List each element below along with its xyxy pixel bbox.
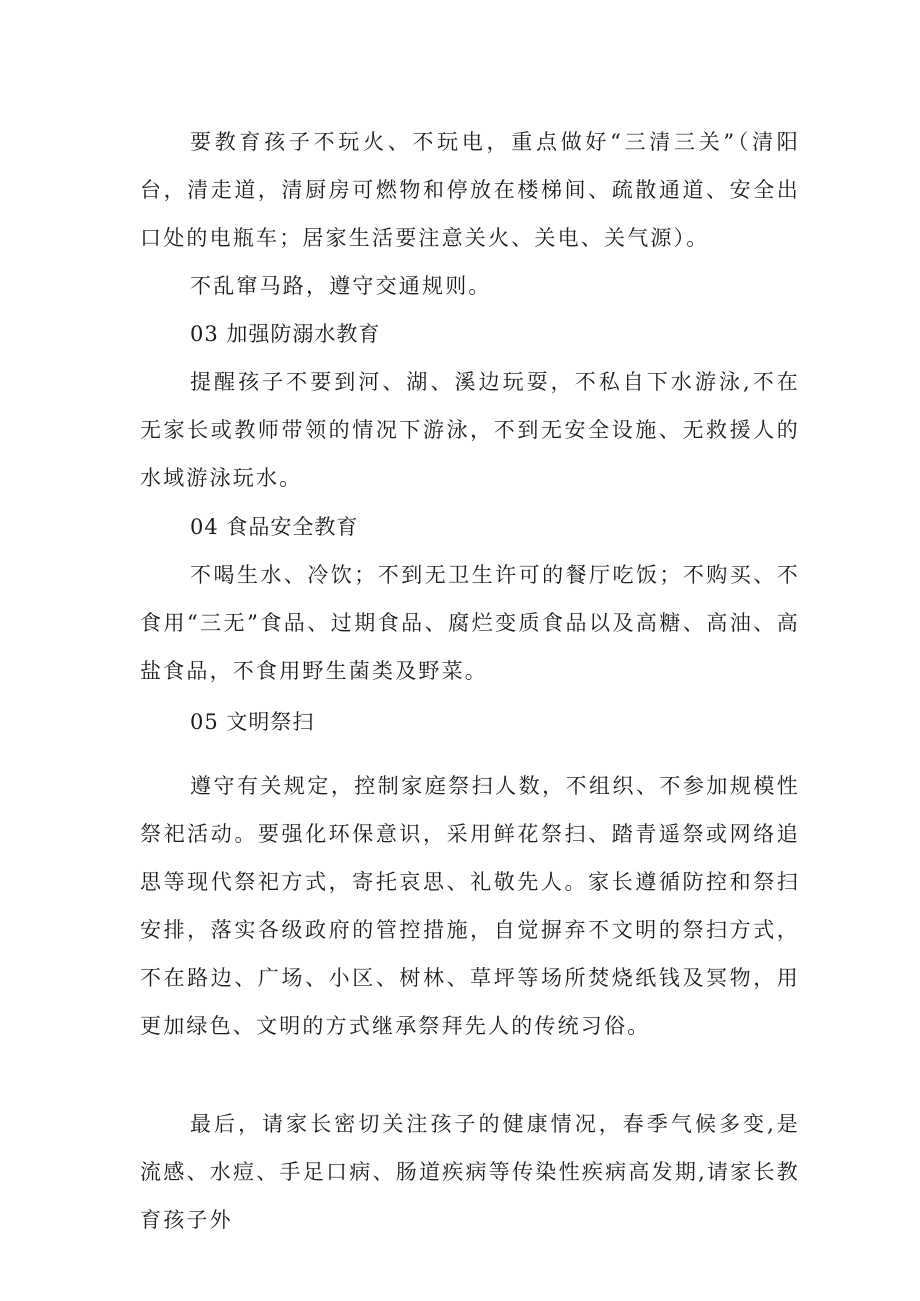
paragraph-food-safety: 不喝生水、冷饮；不到无卫生许可的餐厅吃饭；不购买、不食用“三无”食品、过期食品、腐烂变质食品以及高糖、高油、高盐食品，不食用野生菌类及野菜。 bbox=[140, 563, 800, 683]
paragraph-fire-safety: 要教育孩子不玩火、不玩电，重点做好“三清三关”（清阳台，清走道，清厨房可燃物和停放在楼梯间、疏散通道、安全出口处的电瓶车；居家生活要注意关火、关电、关气源）。 bbox=[140, 130, 800, 250]
heading-drowning-prevention: 03 加强防溺水教育 bbox=[190, 322, 381, 346]
paragraph-health-reminder: 最后，请家长密切关注孩子的健康情况，春季气候多变,是流感、水痘、手足口病、肠道疾病等传染性疾病高发期,请家长教育孩子外 bbox=[140, 1112, 800, 1232]
heading-food-safety: 04 食品安全教育 bbox=[190, 515, 359, 539]
paragraph-drowning-prevention: 提醒孩子不要到河、湖、溪边玩耍，不私自下水游泳,不在无家长或教师带领的情况下游泳，不到无安全设施、无救援人的水域游泳玩水。 bbox=[140, 370, 800, 490]
paragraph-civilized-tomb-sweeping: 遵守有关规定，控制家庭祭扫人数，不组织、不参加规模性祭祀活动。要强化环保意识，采用鲜花祭扫、踏青遥祭或网络追思等现代祭祀方式，寄托哀思、礼敬先人。家长遵循防控和祭扫安排，落实各级政府的管控措施，自觉摒弃不文明的祭扫方式，不在路边、广场、小区、树林、草坪等场所焚烧纸钱及冥物，用更加绿色、文明的方式继承祭拜先人的传统习俗。 bbox=[140, 774, 800, 1038]
paragraph-traffic-safety: 不乱窜马路，遵守交通规则。 bbox=[190, 274, 492, 298]
heading-civilized-tomb-sweeping: 05 文明祭扫 bbox=[190, 710, 315, 734]
